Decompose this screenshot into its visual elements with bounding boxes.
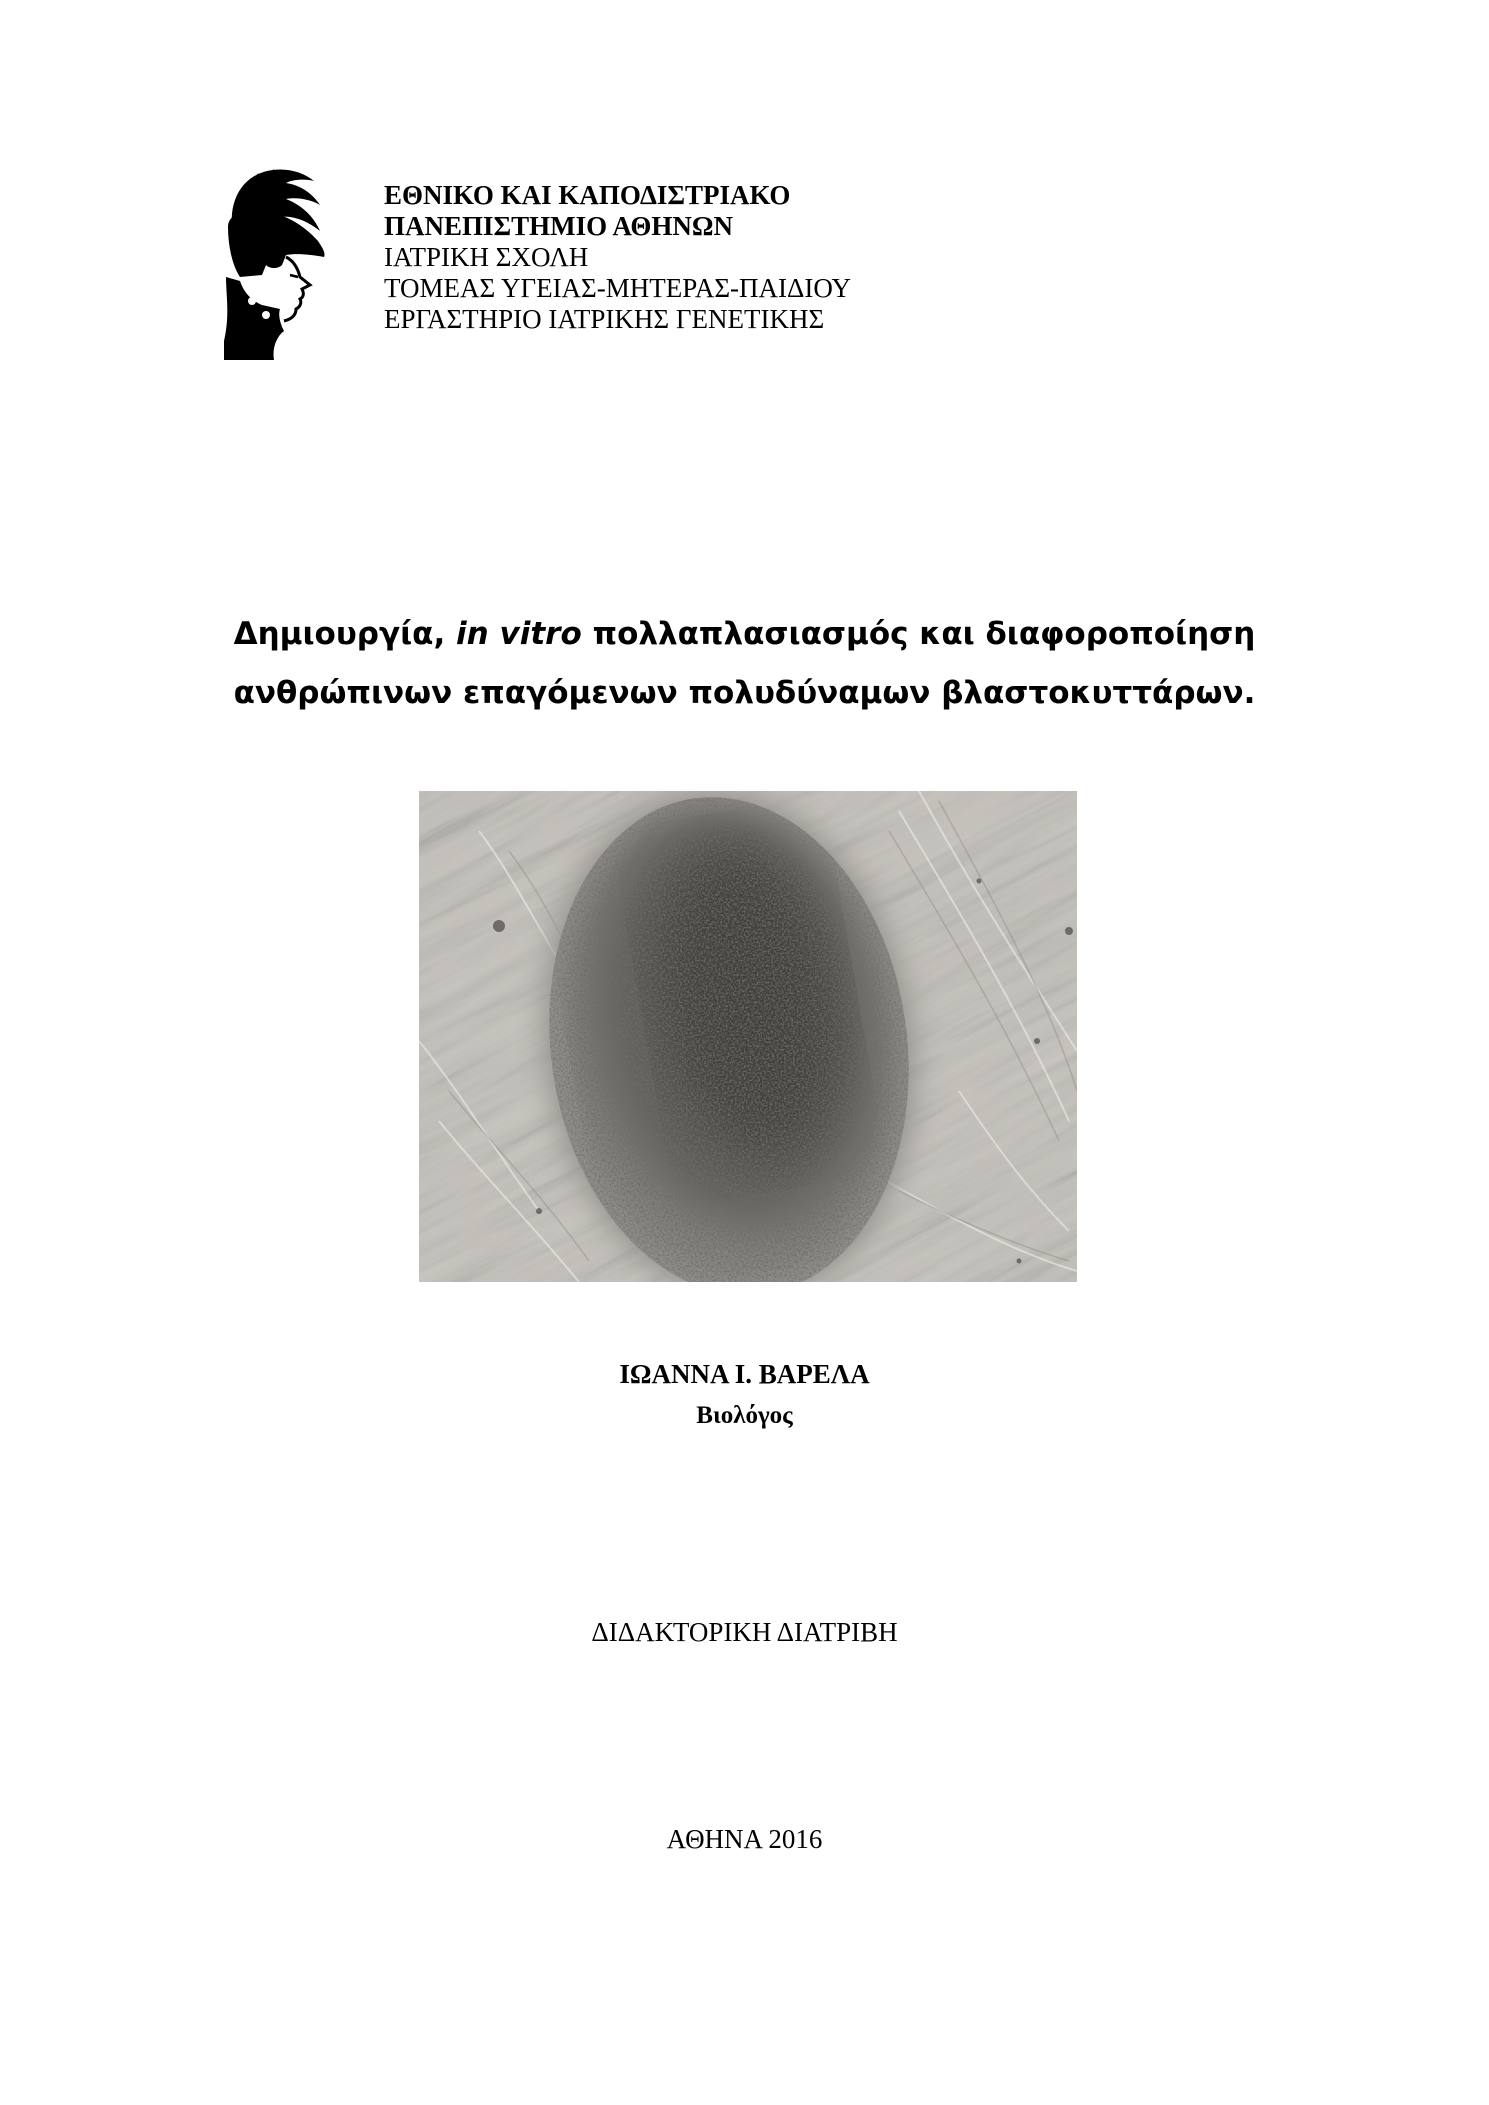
- institution-lines: [384, 180, 1144, 335]
- institution-name-line-2: ΠΑΝΕΠΙΣΤΗΜΙΟ ΑΘΗΝΩΝ: [384, 211, 733, 241]
- institution-header: [222, 165, 1122, 365]
- title-line-1: [100, 605, 1389, 664]
- school-line: ΙΑΤΡΙΚΗ ΣΧΟΛΗ: [384, 242, 589, 272]
- title-line-1-end: πολλαπλασιασμός και διαφοροποίηση: [581, 616, 1256, 652]
- author-role: Βιολόγος: [696, 1402, 793, 1429]
- title-line-2: ανθρώπινων επαγόμενων πολυδύναμων βλαστοκυττάρων.: [233, 675, 1256, 711]
- institution-name-line-1: ΕΘΝΙΚΟ ΚΑΙ ΚΑΠΟΔΙΣΤΡΙΑΚΟ: [384, 180, 791, 210]
- place-year: ΑΘΗΝΑ 2016: [666, 1824, 823, 1854]
- thesis-type: ΔΙΔΑΚΤΟΡΙΚΗ ΔΙΑΤΡΙΒΗ: [591, 1617, 898, 1647]
- department-line: ΤΟΜΕΑΣ ΥΓΕΙΑΣ-ΜΗΤΕΡΑΣ-ΠΑΙΔΙΟΥ: [384, 273, 852, 303]
- athena-head-icon: [222, 165, 340, 360]
- title-line-1-italic: in vitro: [456, 616, 582, 652]
- cell-colony-micrograph: [419, 791, 1077, 1282]
- laboratory-line: ΕΡΓΑΣΤΗΡΙΟ ΙΑΤΡΙΚΗΣ ΓΕΝΕΤΙΚΗΣ: [384, 304, 825, 334]
- author-name: ΙΩΑΝΝΑ Ι. ΒΑΡΕΛΑ: [619, 1359, 870, 1389]
- title-line-1-start: Δημιουργία,: [233, 616, 457, 652]
- thesis-title: [100, 605, 1389, 723]
- author-block: [0, 1357, 1489, 1433]
